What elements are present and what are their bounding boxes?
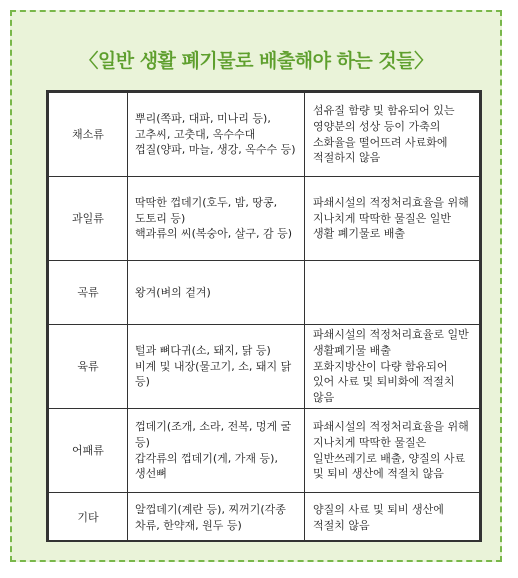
description-text: 파쇄시설의 적정처리효율로 일반 생활폐기물 배출 포화지방산이 다량 함유되어 있어 사료 및 퇴비화에 적절치 않음 [313, 327, 469, 405]
item-line: 갑각류의 껍데기(게, 가재 등), 생선뼈 [135, 451, 278, 481]
items-cell [128, 409, 305, 493]
items-cell [128, 261, 305, 325]
item-line: 고추씨, 고춧대, 옥수수대 [135, 127, 256, 141]
item-line: 껍데기(조개, 소라, 전복, 멍게 굴 등) [135, 419, 292, 449]
category-cell: 채소류 [49, 93, 128, 177]
table-row [49, 261, 480, 325]
table-row [49, 493, 480, 543]
category-cell: 기타 [49, 493, 128, 543]
item-line: 털과 뼈다귀(소, 돼지, 닭 등) [135, 343, 271, 357]
items-cell [128, 325, 305, 409]
category-cell: 어패류 [49, 409, 128, 493]
description-cell [305, 409, 480, 493]
item-line: 핵과류의 씨(복숭아, 살구, 감 등) [135, 227, 293, 241]
waste-table-grid [48, 92, 480, 542]
description-text: 파쇄시설의 적정처리효율을 위해 지나치게 딱딱한 물질은 일반쓰레기로 배출, 양질의 사료 및 퇴비 생산에 적절치 않음 [313, 419, 469, 481]
description-text: 섬유질 함량 및 함유되어 있는 영양분의 성상 등이 가축의 소화율을 떨어뜨려 사료화에 적절하지 않음 [313, 103, 455, 165]
table-row [49, 93, 480, 177]
document-panel [10, 10, 502, 562]
description-cell [305, 325, 480, 409]
category-cell: 육류 [49, 325, 128, 409]
waste-table [46, 90, 482, 542]
description-text: 양질의 사료 및 퇴비 생산에 적절치 않음 [313, 502, 444, 532]
category-cell: 곡류 [49, 261, 128, 325]
items-cell [128, 177, 305, 261]
table-row [49, 325, 480, 409]
item-line: 뿌리(쪽파, 대파, 미나리 등), [135, 111, 271, 125]
description-cell [305, 261, 480, 325]
category-cell: 과일류 [49, 177, 128, 261]
description-cell [305, 493, 480, 543]
page-title: 〈일반 생활 폐기물로 배출해야 하는 것들〉 [79, 50, 433, 72]
table-row [49, 177, 480, 261]
items-cell [128, 493, 305, 543]
item-line: 비계 및 내장(물고기, 소, 돼지 닭 등) [135, 359, 292, 389]
item-line: 껍질(양파, 마늘, 생강, 옥수수 등) [135, 143, 296, 157]
description-cell [305, 93, 480, 177]
description-cell [305, 177, 480, 261]
item-line: 왕겨(벼의 겉겨) [135, 285, 211, 299]
item-line: 딱딱한 껍데기(호두, 밤, 땅콩, 도토리 등) [135, 195, 278, 225]
item-line: 알껍데기(계란 등), 찌꺼기(각종 차류, 한약재, 원두 등) [135, 502, 286, 532]
description-text: 파쇄시설의 적정처리효율을 위해 지나치게 딱딱한 물질은 일반 생활 폐기물로 배출 [313, 195, 469, 241]
table-row [49, 409, 480, 493]
items-cell [128, 93, 305, 177]
